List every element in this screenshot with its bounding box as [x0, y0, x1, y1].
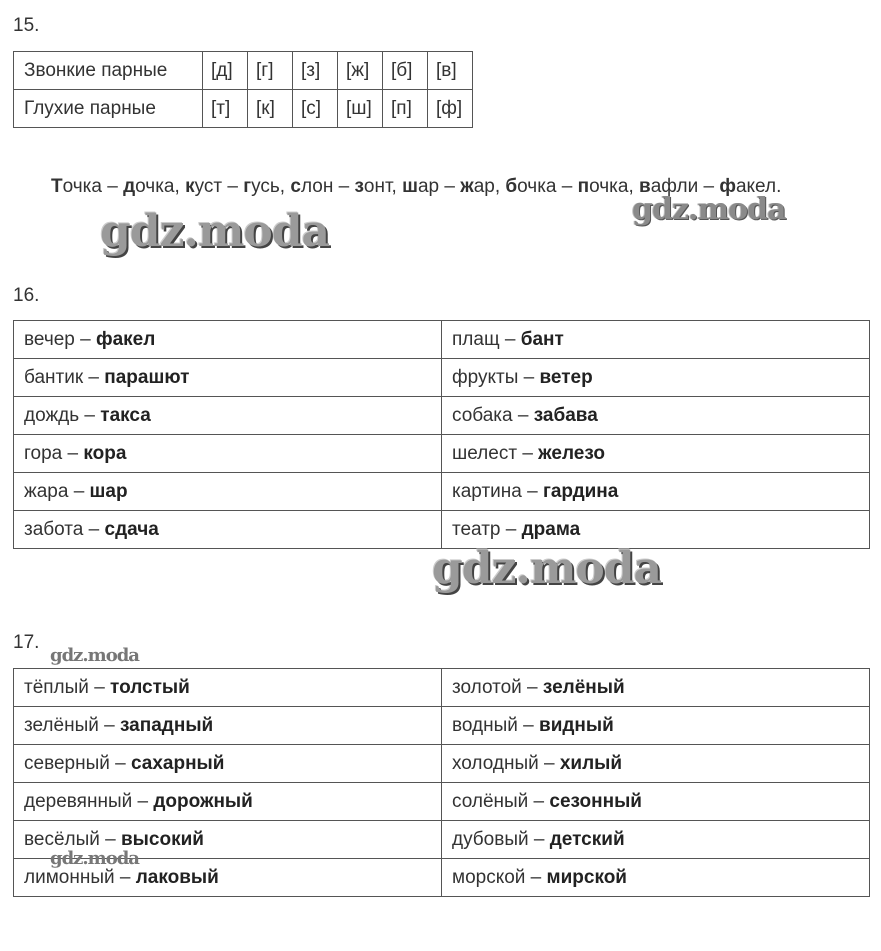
sound-cell: [г]: [248, 52, 293, 90]
pair-answer: бант: [520, 328, 564, 350]
bold-letter: д: [123, 176, 136, 197]
word-pair-cell: [14, 821, 442, 859]
pair-answer: ветер: [539, 366, 593, 388]
sound-cell: [ф]: [428, 90, 473, 128]
bold-letter: ф: [719, 176, 736, 197]
word-pair-cell: [442, 669, 870, 707]
sound-cell: [з]: [293, 52, 338, 90]
word-text: онт,: [363, 176, 403, 197]
pair-answer: толстый: [110, 676, 190, 698]
table-row: [14, 707, 870, 745]
pair-answer: высокий: [121, 828, 204, 850]
pair-word: собака –: [452, 404, 534, 426]
word-pair-cell: [442, 435, 870, 473]
exercise-16-table: [13, 320, 870, 549]
pair-answer: драма: [521, 518, 581, 540]
pair-answer: видный: [539, 714, 614, 736]
exercise-15-number: 15.: [13, 15, 40, 36]
pair-answer: лаковый: [135, 866, 219, 888]
bold-letter: Т: [51, 176, 63, 197]
sound-cell: [к]: [248, 90, 293, 128]
pair-word: зелёный –: [24, 714, 120, 736]
word-pair-cell: [442, 473, 870, 511]
word-pair-cell: [442, 745, 870, 783]
pair-word: солёный –: [452, 790, 550, 812]
pair-word: дождь –: [24, 404, 101, 426]
pair-answer: забава: [533, 404, 598, 426]
pair-answer: железо: [538, 442, 605, 464]
bold-letter: с: [290, 176, 301, 197]
pair-answer: сдача: [104, 518, 159, 540]
pair-answer: парашют: [104, 366, 190, 388]
word-pair-cell: [14, 435, 442, 473]
word-text: очка –: [517, 176, 578, 197]
pair-answer: такса: [100, 404, 151, 426]
watermark-logo: gdz.moda: [50, 645, 139, 666]
word-pair-cell: [442, 821, 870, 859]
exercise-16-number: 16.: [13, 285, 40, 306]
pair-word: фрукты –: [452, 366, 540, 388]
table-row: [14, 321, 870, 359]
word-text: афли –: [650, 176, 720, 197]
table-row: [14, 397, 870, 435]
table-row: [14, 90, 473, 128]
exercise-15-paragraph: [13, 168, 871, 206]
pair-word: дубовый –: [452, 828, 550, 850]
pair-answer: хилый: [559, 752, 623, 774]
bold-letter: ш: [402, 176, 418, 197]
table-row: [14, 745, 870, 783]
sound-cell: [в]: [428, 52, 473, 90]
table-row: [14, 435, 870, 473]
word-text: акел.: [735, 176, 782, 197]
sound-cell: [п]: [383, 90, 428, 128]
table-row: [14, 511, 870, 549]
pair-word: плащ –: [452, 328, 521, 350]
pair-word: вечер –: [24, 328, 96, 350]
word-pair-cell: [14, 473, 442, 511]
pair-answer: западный: [119, 714, 214, 736]
word-pair-cell: [14, 359, 442, 397]
word-pair-cell: [442, 707, 870, 745]
pair-word: морской –: [452, 866, 547, 888]
consonant-pairs-table: [13, 51, 473, 128]
sound-cell: [б]: [383, 52, 428, 90]
bold-letter: к: [185, 176, 195, 197]
table-row: [14, 359, 870, 397]
pair-answer: мирской: [546, 866, 627, 888]
pair-answer: зелёный: [542, 676, 625, 698]
word-pair-cell: [14, 397, 442, 435]
word-text: очка,: [135, 176, 186, 197]
bold-letter: б: [505, 176, 518, 197]
watermark-logo: gdz.moda: [632, 192, 786, 227]
bold-letter: з: [354, 176, 364, 197]
word-text: лон –: [300, 176, 355, 197]
exercise-17-number: 17.: [13, 632, 40, 653]
word-pair-cell: [14, 745, 442, 783]
bold-letter: п: [577, 176, 590, 197]
pair-word: жара –: [24, 480, 90, 502]
word-pair-cell: [14, 511, 442, 549]
watermark-logo: gdz.moda: [432, 543, 662, 594]
pair-word: водный –: [452, 714, 540, 736]
word-text: уст –: [194, 176, 244, 197]
word-pair-cell: [14, 859, 442, 897]
word-text: усь,: [251, 176, 291, 197]
bold-letter: в: [639, 176, 651, 197]
table-row: [14, 783, 870, 821]
word-pair-cell: [14, 707, 442, 745]
pair-answer: сахарный: [130, 752, 225, 774]
word-text: ар,: [473, 176, 506, 197]
word-pair-cell: [442, 397, 870, 435]
pair-word: холодный –: [452, 752, 560, 774]
pair-word: забота –: [24, 518, 105, 540]
sound-cell: [ж]: [338, 52, 383, 90]
sound-cell: [д]: [203, 52, 248, 90]
pair-word: тёплый –: [24, 676, 111, 698]
pair-word: весёлый –: [24, 828, 121, 850]
word-text: очка –: [62, 176, 124, 197]
word-pair-cell: [14, 783, 442, 821]
pair-answer: сезонный: [549, 790, 642, 812]
pair-answer: дорожный: [153, 790, 253, 812]
pair-word: картина –: [452, 480, 543, 502]
table-row: [14, 669, 870, 707]
sound-cell: [с]: [293, 90, 338, 128]
pair-word: золотой –: [452, 676, 543, 698]
word-pair-cell: [14, 669, 442, 707]
watermark-logo: gdz.moda: [100, 206, 330, 257]
bold-letter: г: [243, 176, 252, 197]
sound-cell: [ш]: [338, 90, 383, 128]
table-row: [14, 821, 870, 859]
pair-answer: гардина: [542, 480, 619, 502]
row-label: Глухие парные: [14, 90, 203, 128]
word-text: ар –: [417, 176, 461, 197]
word-pair-cell: [442, 359, 870, 397]
pair-word: лимонный –: [24, 866, 136, 888]
pair-word: северный –: [24, 752, 131, 774]
pair-word: гора –: [24, 442, 84, 464]
pair-answer: факел: [95, 328, 156, 350]
pair-word: театр –: [452, 518, 522, 540]
table-row: [14, 52, 473, 90]
word-pair-cell: [442, 783, 870, 821]
watermark-logo: gdz.moda: [50, 848, 139, 869]
word-pair-cell: [442, 859, 870, 897]
sound-cell: [т]: [203, 90, 248, 128]
bold-letter: ж: [460, 176, 474, 197]
word-text: очка,: [589, 176, 640, 197]
exercise-17-table: [13, 668, 870, 897]
pair-answer: кора: [83, 442, 127, 464]
row-label: Звонкие парные: [14, 52, 203, 90]
pair-answer: детский: [549, 828, 625, 850]
word-pair-cell: [442, 511, 870, 549]
pair-answer: шар: [89, 480, 128, 502]
word-pair-cell: [14, 321, 442, 359]
table-row: [14, 473, 870, 511]
pair-word: шелест –: [452, 442, 539, 464]
word-pair-cell: [442, 321, 870, 359]
pair-word: бантик –: [24, 366, 105, 388]
pair-word: деревянный –: [24, 790, 154, 812]
table-row: [14, 859, 870, 897]
